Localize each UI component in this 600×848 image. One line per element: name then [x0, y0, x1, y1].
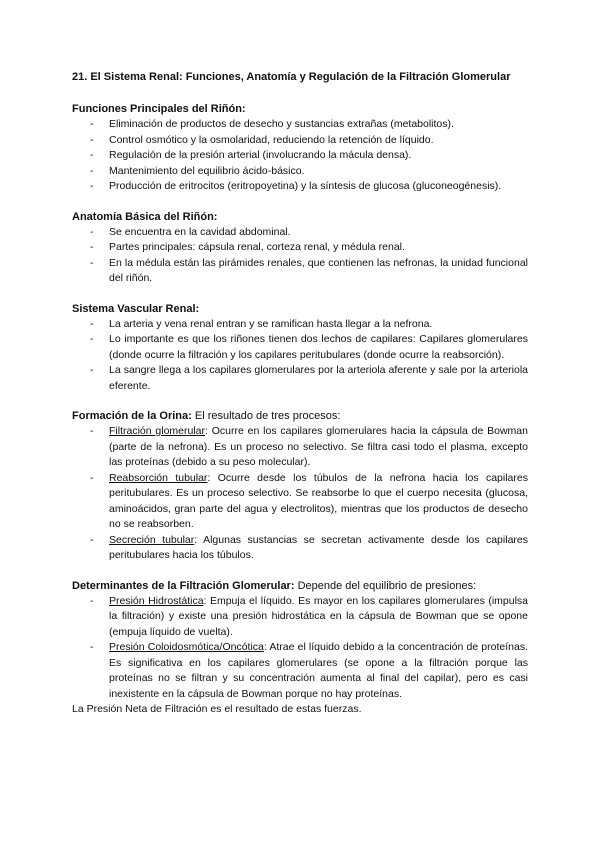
- section-heading: Sistema Vascular Renal:: [72, 302, 200, 315]
- list-item: - Filtración glomerular: Ocurre en los capilares glomerulares hacia la cápsula de Bowman (parte de la nefrona). Es un proceso no selectivo. Se filtra casi todo el plasma, excepto las proteínas (debido a su peso molecular).: [72, 424, 528, 471]
- list-item: - Partes principales: cápsula renal, corteza renal, y médula renal.: [72, 240, 528, 256]
- section-funciones: [72, 102, 528, 195]
- term-hidrostatica: Presión Hidrostática: [109, 594, 204, 607]
- closing-statement: La Presión Neta de Filtración es el resultado de estas fuerzas.: [72, 703, 362, 715]
- bullet-list: [72, 225, 528, 287]
- section-vascular: [72, 302, 528, 395]
- list-item: - Secreción tubular: Algunas sustancias se secretan activamente desde los capilares peritubulares hacia los túbulos.: [72, 533, 528, 564]
- list-item: - Presión Coloidosmótica/Oncótica: Atrae el líquido debido a la concentración de proteínas. Es significativa en los capilares glomerulares (se opone a la filtración porque las proteínas no se filtran y su concentración aumenta al final del capilar), pero es casi inexistente en la cápsula de Bowman porque no hay proteínas.: [72, 640, 528, 702]
- list-item: - Presión Hidrostática: Empuja el líquido. Es mayor en los capilares glomerulares (impulsa la filtración) y existe una presión hidrostática en la cápsula de Bowman que se opone (empuja líquido de vuelta).: [72, 594, 528, 641]
- list-item: - La arteria y vena renal entran y se ramifican hasta llegar a la nefrona.: [72, 317, 528, 333]
- section-anatomia: [72, 210, 528, 287]
- section-heading: Determinantes de la Filtración Glomerular: Depende del equilibrio de presiones:: [72, 579, 477, 592]
- bullet-list: [72, 117, 528, 195]
- list-item: - Producción de eritrocitos (eritropoyetina) y la síntesis de glucosa (gluconeogénesis).: [72, 179, 528, 195]
- bullet-list: [72, 424, 528, 564]
- list-item: - Control osmótico y la osmolaridad, reduciendo la retención de líquido.: [72, 133, 528, 149]
- list-item: - Regulación de la presión arterial (involucrando la mácula densa).: [72, 148, 528, 164]
- list-item: - Lo importante es que los riñones tienen dos lechos de capilares: Capilares glomerulares (donde ocurre la filtración y los capilares peritubulares (donde ocurre la reabsorción).: [72, 332, 528, 363]
- document-page: [72, 70, 528, 717]
- list-item: - Se encuentra en la cavidad abdominal.: [72, 225, 528, 241]
- term-secrecion: Secreción tubular: [109, 533, 195, 546]
- document-title: 21. El Sistema Renal: Funciones, Anatomía y Regulación de la Filtración Glomerular: [72, 71, 511, 83]
- list-item: - Reabsorción tubular: Ocurre desde los túbulos de la nefrona hacia los capilares peritubulares. Es un proceso selectivo. Se reabsorbe lo que el cuerpo necesita (glucosa, aminoácidos, gran parte del agua y electrolitos), mientras que los productos de desecho no se reabsorben.: [72, 471, 528, 533]
- list-item: - En la médula están las pirámides renales, que contienen las nefronas, la unidad funcional del riñón.: [72, 256, 528, 287]
- section-heading: Formación de la Orina: El resultado de tres procesos:: [72, 410, 341, 422]
- term-reabsorcion: Reabsorción tubular: [109, 471, 208, 484]
- list-item: - La sangre llega a los capilares glomerulares por la arteriola aferente y sale por la arteriola eferente.: [72, 363, 528, 394]
- section-orina: [72, 409, 528, 564]
- section-heading: Funciones Principales del Riñón:: [72, 103, 246, 115]
- section-heading: Anatomía Básica del Riñón:: [72, 210, 218, 223]
- list-item: - Mantenimiento del equilibrio ácido-básico.: [72, 164, 528, 180]
- term-filtracion: Filtración glomerular: [109, 425, 206, 437]
- bullet-list: [72, 594, 528, 703]
- bullet-list: [72, 317, 528, 395]
- list-item: - Eliminación de productos de desecho y sustancias extrañas (metabolitos).: [72, 117, 528, 133]
- section-determinantes: [72, 579, 528, 718]
- term-oncotica: Presión Coloidosmótica/Oncótica: [109, 641, 264, 653]
